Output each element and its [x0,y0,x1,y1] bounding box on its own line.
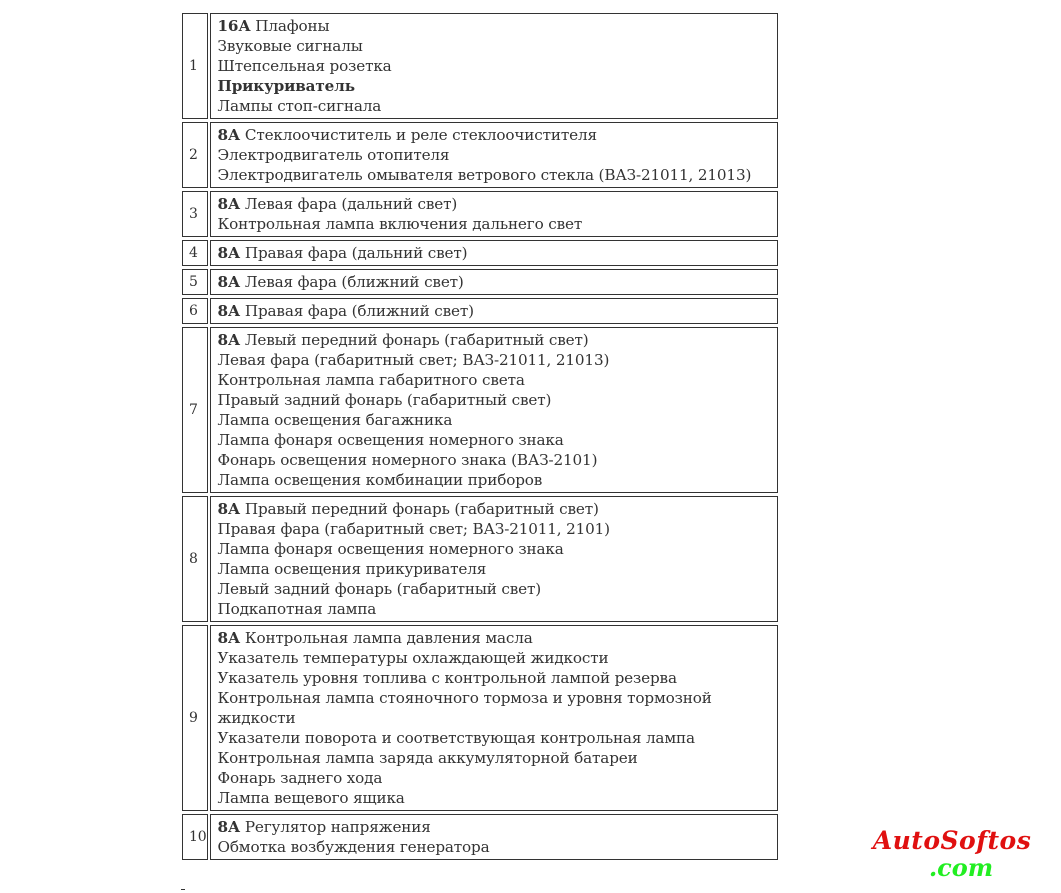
circuit-line [218,16,770,36]
circuit-text: Указатель уровня топлива с контрольной лампой резерва [217,669,677,687]
fuse-rating: 8А [217,331,241,349]
circuit-text: Лампа вещевого ящика [217,789,405,807]
circuit-text: Контрольная лампа заряда аккумуляторной батареи [217,749,638,767]
fuse-rating: 8А [217,126,241,144]
circuit-text: Стеклоочиститель и реле стеклоочистителя [244,126,597,144]
watermark-tld: .com [928,853,994,882]
fuse-number: 9 [182,625,208,811]
circuit-line [218,668,770,688]
circuit-text: Плафоны [255,17,330,35]
fuse-row [182,13,778,119]
circuit-line [218,817,770,837]
fuse-table-body [182,13,778,860]
circuit-text: Правый передний фонарь (габаритный свет) [244,500,599,518]
fuse-number: 5 [182,269,208,295]
fuse-circuits [210,327,778,493]
fuse-row [182,298,778,324]
fuse-rating: 8А [217,629,241,647]
circuit-text: Левый передний фонарь (габаритный свет) [244,331,589,349]
circuit-line [218,96,770,116]
circuit-text: Прикуриватель [217,77,355,95]
fuse-number: 10 [182,814,208,860]
circuit-text: Лампа освещения багажника [217,411,453,429]
fuse-rating: 8А [217,244,241,262]
circuit-line [218,370,770,390]
fuse-circuits [210,496,778,622]
circuit-text: Правая фара (габаритный свет; ВАЗ-21011, 2101) [217,520,610,538]
fuse-row [182,269,778,295]
fuse-number: 1 [182,13,208,119]
circuit-line [218,410,770,430]
circuit-text: Лампа фонаря освещения номерного знака [217,431,564,449]
circuit-line [218,579,770,599]
fuse-rating: 8А [217,302,241,320]
circuit-text: Правый задний фонарь (габаритный свет) [217,391,552,409]
circuit-text: Обмотка возбуждения генератора [217,838,490,856]
fuse-circuits [210,191,778,237]
circuit-text: Звуковые сигналы [217,37,363,55]
fuse-circuits [210,13,778,119]
circuit-text: Контрольная лампа габаритного света [217,371,525,389]
circuit-text: Левая фара (габаритный свет; ВАЗ-21011, 21013) [217,351,610,369]
circuit-text: Правая фара (ближний свет) [244,302,474,320]
circuit-line [218,194,770,214]
circuit-line [218,272,770,292]
stray-mark [181,889,185,890]
circuit-text: Указатели поворота и соответствующая контрольная лампа [217,729,695,747]
fuse-number: 3 [182,191,208,237]
circuit-text: Правая фара (дальний свет) [244,244,468,262]
fuse-circuits [210,269,778,295]
circuit-text: Штепсельная розетка [217,57,392,75]
circuit-line [218,243,770,263]
fuse-rating: 8А [217,195,241,213]
fuse-number: 7 [182,327,208,493]
watermark-brand: AutoSoftos [872,826,1032,855]
circuit-text: Контрольная лампа стояночного тормоза и уровня тормозной жидкости [217,689,712,727]
fuse-row [182,327,778,493]
circuit-line [218,559,770,579]
fuse-rating: 16А [217,17,251,35]
circuit-line [218,768,770,788]
circuit-text: Электродвигатель омывателя ветрового стекла (ВАЗ-21011, 21013) [217,166,752,184]
fuse-number: 4 [182,240,208,266]
circuit-text: Лампа освещения прикуривателя [217,560,487,578]
circuit-line [218,788,770,808]
circuit-line [218,390,770,410]
fuse-number: 6 [182,298,208,324]
circuit-line [218,56,770,76]
fuse-row [182,496,778,622]
circuit-text: Левый задний фонарь (габаритный свет) [217,580,542,598]
fuse-rating: 8А [217,818,241,836]
circuit-text: Контрольная лампа включения дальнего свет [217,215,583,233]
circuit-text: Фонарь освещения номерного знака (ВАЗ-2101) [217,451,598,469]
circuit-text: Указатель температуры охлаждающей жидкости [217,649,609,667]
watermark-logo [852,826,1052,880]
circuit-line [218,499,770,519]
circuit-line [218,728,770,748]
fuse-table [180,10,780,863]
circuit-line [218,36,770,56]
circuit-line [218,301,770,321]
fuse-circuits [210,122,778,188]
fuse-number: 8 [182,496,208,622]
circuit-line [218,688,770,728]
fuse-rating: 8А [217,273,241,291]
circuit-line [218,76,770,96]
circuit-line [218,330,770,350]
circuit-line [218,145,770,165]
circuit-text: Фонарь заднего хода [217,769,383,787]
circuit-text: Лампы стоп-сигнала [217,97,382,115]
circuit-line [218,648,770,668]
circuit-line [218,430,770,450]
fuse-circuits [210,298,778,324]
circuit-text: Электродвигатель отопителя [217,146,450,164]
fuse-row [182,191,778,237]
fuse-circuits [210,814,778,860]
circuit-text: Контрольная лампа давления масла [244,629,533,647]
circuit-line [218,165,770,185]
fuse-row [182,814,778,860]
fuse-circuits [210,625,778,811]
circuit-line [218,450,770,470]
fuse-row [182,122,778,188]
circuit-line [218,837,770,857]
circuit-line [218,599,770,619]
circuit-text: Подкапотная лампа [217,600,377,618]
circuit-line [218,470,770,490]
circuit-line [218,350,770,370]
circuit-line [218,214,770,234]
fuse-row [182,240,778,266]
circuit-line [218,539,770,559]
fuse-number: 2 [182,122,208,188]
circuit-text: Регулятор напряжения [244,818,431,836]
fuse-rating: 8А [217,500,241,518]
fuse-row [182,625,778,811]
fuse-circuits [210,240,778,266]
circuit-text: Лампа освещения комбинации приборов [217,471,543,489]
circuit-line [218,519,770,539]
circuit-line [218,125,770,145]
circuit-line [218,628,770,648]
circuit-text: Левая фара (ближний свет) [244,273,464,291]
circuit-line [218,748,770,768]
circuit-text: Левая фара (дальний свет) [244,195,458,213]
circuit-text: Лампа фонаря освещения номерного знака [217,540,564,558]
